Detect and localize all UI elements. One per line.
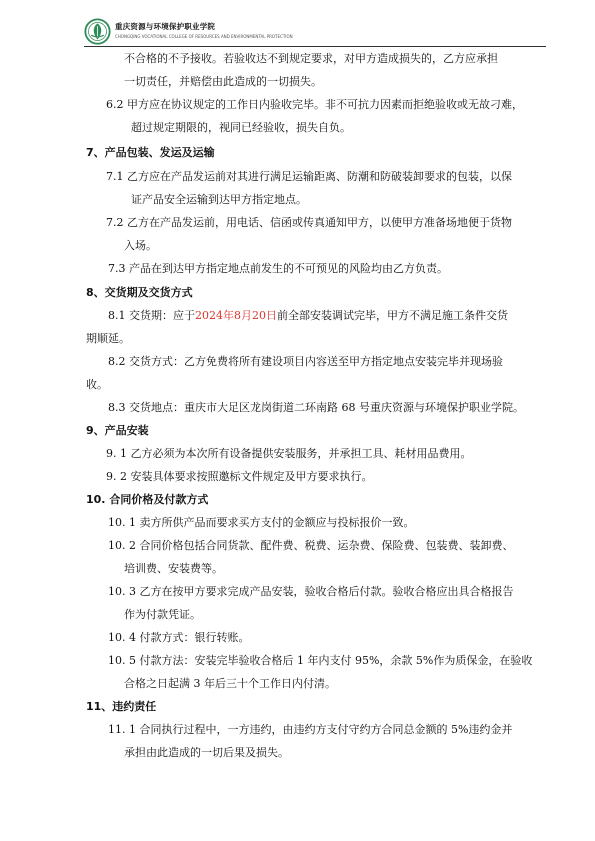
year-unit: 年 xyxy=(223,309,234,322)
month-unit: 月 xyxy=(241,309,252,322)
clause-9-2: 9. 2 安装具体要求按照邀标文件规定及甲方要求执行。 xyxy=(106,470,373,483)
clause-8-3: 8.3 交货地点：重庆市大足区龙岗街道二环南路 68 号重庆资源与环境保护职业学院。 xyxy=(108,401,524,414)
clause-8-2: 8.2 交货方式：乙方免费将所有建设项目内容送至甲方指定地点安装完毕并现场验 xyxy=(108,355,503,368)
body-line: 承担由此造成的一切后果及损失。 xyxy=(124,746,289,759)
delivery-month: 8 xyxy=(234,309,241,322)
clause-8-1 xyxy=(108,309,508,323)
clause-text: 8.1 交货期：应于 xyxy=(108,309,195,322)
body-line: 作为付款凭证。 xyxy=(124,608,201,621)
body-line: 超过规定期限的，视同已经验收，损失自负。 xyxy=(131,121,351,134)
delivery-day: 20 xyxy=(252,309,266,322)
header-divider xyxy=(84,46,546,47)
college-logo-icon xyxy=(84,18,111,45)
section-heading-10: 10. 合同价格及付款方式 xyxy=(86,493,209,506)
body-line: 期顺延。 xyxy=(86,332,130,345)
clause-10-1: 10. 1 卖方所供产品而要求买方支付的金额应与投标报价一致。 xyxy=(108,516,415,529)
clause-11-1: 11. 1 合同执行过程中，一方违约，由违约方支付守约方合同总金额的 5%违约金并 xyxy=(108,723,513,736)
delivery-year: 2024 xyxy=(195,309,223,322)
clause-9-1: 9. 1 乙方必须为本次所有设备提供安装服务，并承担工具、耗材用品费用。 xyxy=(106,447,472,460)
body-line: 不合格的不予接收。若验收达不到规定要求，对甲方造成损失的，乙方应承担 xyxy=(124,52,498,65)
body-line: 一切责任，并赔偿由此造成的一切损失。 xyxy=(124,75,322,88)
body-line: 入场。 xyxy=(124,239,157,252)
body-line: 证产品安全运输到达甲方指定地点。 xyxy=(131,193,307,206)
clause-6-2: 6.2 甲方应在协议规定的工作日内验收完毕。非不可抗力因素而拒绝验收或无故刁难， xyxy=(106,98,523,111)
clause-7-3: 7.3 产品在到达甲方指定地点前发生的不可预见的风险均由乙方负责。 xyxy=(108,262,448,275)
clause-10-5: 10. 5 付款方法：安装完毕验收合格后 1 年内支付 95%，余款 5%作为质保金，在验收 xyxy=(108,654,533,667)
section-heading-11: 11、违约责任 xyxy=(86,700,157,713)
page-header xyxy=(84,18,546,48)
clause-10-2: 10. 2 合同价格包括合同货款、配件费、税费、运杂费、保险费、包装费、装卸费、 xyxy=(108,539,514,552)
day-unit: 日 xyxy=(266,309,277,322)
section-heading-9: 9、产品安装 xyxy=(86,424,149,437)
section-heading-8: 8、交货期及交货方式 xyxy=(86,286,193,299)
clause-text: 前全部安装调试完毕，甲方不满足施工条件交货 xyxy=(277,309,508,322)
clause-7-1: 7.1 乙方应在产品发运前对其进行满足运输距离、防潮和防破装卸要求的包装，以保 xyxy=(106,170,512,183)
body-line: 收。 xyxy=(86,378,108,391)
clause-10-3: 10. 3 乙方在按甲方要求完成产品安装，验收合格后付款。验收合格应出具合格报告 xyxy=(108,585,514,598)
body-line: 培训费、安装费等。 xyxy=(124,562,223,575)
clause-7-2: 7.2 乙方在产品发运前，用电话、信函或传真通知甲方，以使甲方准备场地便于货物 xyxy=(106,216,512,229)
header-org-name-en: CHONGQING VOCATIONAL COLLEGE OF RESOURCES AND ENVIRONMENTAL PROTECTION xyxy=(115,34,293,39)
section-heading-7: 7、产品包装、发运及运输 xyxy=(86,146,215,159)
header-org-name: 重庆资源与环境保护职业学院 xyxy=(115,22,216,31)
clause-10-4: 10. 4 付款方式：银行转账。 xyxy=(108,631,250,644)
body-line: 合格之日起满 3 年后三十个工作日内付清。 xyxy=(124,677,336,690)
